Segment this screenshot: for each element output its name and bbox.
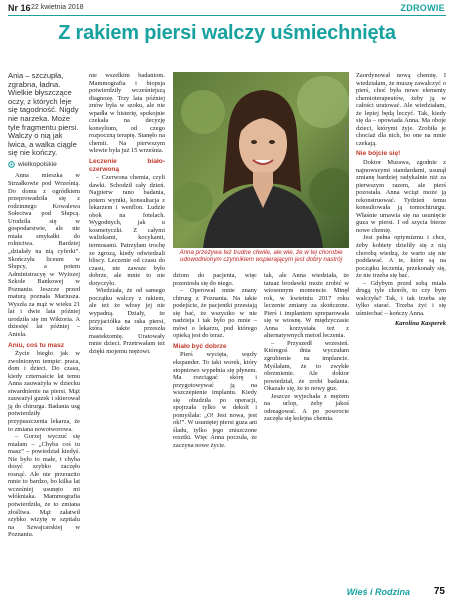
- photo-caption: Anna przeżywa też trudne chwile, ale wie, że w tej chorobie udowodnionym czynnikiem wspierającym jest dobry nastrój: [179, 249, 343, 264]
- photo-credit: Fot. Ikuka Kasperek: [343, 124, 348, 160]
- issue-date: 22 kwietnia 2018: [31, 4, 84, 11]
- paragraph: dziom do pacjenta, więc przeniosła się do niego.: [173, 272, 257, 287]
- paragraph: Pierś wycięta, węzły ekspander. To taki worek, który stopniowo wypełnia się płynem. Ma rozciągać skórę i przygotowywać ją na wszczepienie implantu. Kiedy się obudziła po operacji, spojrzała tylko w dekolt i pomyślała: „O! Jest nowa, jest ok!”. W usuniętej piersi guza ani śladu, tylko jego zniszczone resztki. Więc Anna poczuła, że zaczyna nowe życie.: [173, 351, 257, 450]
- paragraph: Życie biegło jak w zwolnionym tempie: praca, dom i dzieci. Do czasu, kiedy czternaście lat temu Anna zauważyła w dziecku stwardnienie na piersi. Mąż zauważył guzek i skierował ją do chirurga. Badania usg potwierdziły przypuszczenia lekarza, że to zmiana nowotworowa.: [8, 350, 80, 433]
- column-3: [173, 272, 257, 450]
- issue-number: Nr 16: [8, 3, 31, 13]
- column-1: [8, 72, 80, 539]
- region-name: wielkopolskie: [18, 160, 57, 168]
- subheading: Nie bójcie się!: [356, 150, 401, 158]
- column-2: [89, 72, 165, 355]
- page-number: 75: [433, 586, 445, 597]
- portrait-photo: [173, 72, 349, 248]
- paragraph: tak, ale Anna wiedziała, że tatuaż brodawki może zrobić w wiosennym momencie. Minęł rok, w kwietniu 2017 roku leczenie zmiany za skończone. Pierś i implantem spreparowała się w wiosnę. W międzyczasie Anna korzystała też z alternatywnych metod leczenia.: [264, 272, 349, 340]
- paragraph: – Operował mnie znany chirurg z Poznania. Na takie podejście, że pacjentki przestają się bać, że wszystko w nie nadzieja i tak było po mnie – mówi o lekarzu, pod którego opieką jest do teraz.: [173, 287, 257, 340]
- paragraph: – Gdybym przed sobą miała drugą tyle chorób, to czy bym walczyła? Tak, i tak trzeba się tylko starać. Trzeba żyć i się uśmiechać – kończy Anna.: [356, 279, 446, 317]
- subheading: Leczenie biało-czerwoną: [89, 158, 165, 173]
- column-5: [356, 72, 446, 327]
- article-signature: Karolina Kasperek: [394, 319, 446, 327]
- header-rule: [8, 15, 446, 16]
- paragraph: – Czerwona chemia, czyli dawki. Schodził cały dzień. Najpierw rano badania, potem wyniki, konsultacja z lekarzem i wenflon. Ludzie obok na fotelach. Wygodnych, jak u kosmetyczki. Z całymi walizkami, kocykami, termosami. Patrzyłam trochę ze zgrozą, kiedy odwiedzali bliscy. Leczenie od czasu do czasu, nie zawsze było dobrze, ale mnie to nie dotyczyło.: [89, 174, 165, 287]
- paragraph: Anna mieszka w Strzałkowie pod Wrześnią. Do domu z ogródkiem przeprowadziła się z rodzinnego Kowalewa Sołectwa pod Słupcą. Urodziła się w gospodarstwie, ale nie miała smykałki do rolnictwa. Bardziej „działały na nią cyferki”. Skończyła liceum w Słupcy, a potem Administracyę w Wyższej Szkole Bankowej w Poznaniu. Jeszcze przed maturą poznała Mariusza. Wyszła za mąż w wieku 21 lat i dwie lata później urodziła się im Wiktoria. A dziesięć lat później – Aniela.: [8, 172, 80, 338]
- section-label: ZDROWIE: [400, 3, 445, 13]
- article-lead: Ania – szczupła, zgrabna, ładna. Wielkie błyszczące oczy, z których leje się tagodność. Nigdy nie narzeka. Może tyle fragmentu piersi. Walczy o nią jak lwica, a walka ciągle się nie kończy.: [8, 71, 79, 158]
- region-tag: [8, 161, 80, 169]
- paragraph: Wiedziała, że od samego początku walczy z rakiem, ale też że włosy jej nie wypadną. Działy, że przyjaciółka na raka piersi, która także przeszła mastektomię. Uratowały mnie dzieci. Przetrwałam też dzięki mojemu mężowi.: [89, 287, 165, 355]
- paragraph: Doktor Murawa, zgodnie z najnowszymi standardami, usunął zmianę bardziej radykalnie niż za pierwszym razem, ale pierś pozostała. Anna wciąż może ją rekonstruować. Tydzień temu konsultowała ją tomochirurgu. Właśnie umawia się na usunięcie guza w piersi. I od szycia bierze nowe chemię.: [356, 159, 446, 234]
- paragraph: Jest pełna optymizmu i chce, żeby kobiety dzieliły się z nią chorobą wiedzą, że warto się nie poddawać. A te, które są na początku leczenia, przekonały się, że nie trzeba się bać.: [356, 234, 446, 280]
- paragraph: – Gorzej wyczuć się miałam – „Chyba coś tu masz” – powiedział kiedyś. Nie było to małe, i chyba dosyć szybko zaczęło rosnąć. Ale nie przerazito mnie to bardzo, bo kilka lat wcześniej usunęto mi włókniaka. Mammografia potwierdziła, że to zmiana złośliwa. Mąż załatwił szybko wizytę w szpitalu na Szwajcarskiej w Poznaniu.: [8, 433, 80, 539]
- subheading: Aniu, coś tu masz: [8, 341, 65, 349]
- paragraph: Zaordynował nową chemię. I wiedziałam, że muszę zawalczyć o pierś, choć była nowe elementy chemioterapeutów, żeby ją w całości uratować. Ale wiedziałam, że lepiej będą leczyć. Tak, kiedy się da – opowiada Anna. Ma oboje dzieci, którymi żyje. Zrobiła je chociaż dla nich, bo one na mnie czekają.: [356, 72, 446, 147]
- subheading: Miało być dobrze: [173, 342, 227, 350]
- paragraph: Jeszcze wyjechała z mężem na urlop, żeby jakoś odreagować. A po powrocie zaczęła się kolejna chemia.: [264, 392, 349, 423]
- article-title: Z rakiem piersi walczy uśmiechnięta: [58, 22, 396, 44]
- map-pin-icon: [8, 161, 15, 168]
- magazine-brand: Wieś i Rodzina: [346, 587, 410, 597]
- column-4: [264, 272, 349, 423]
- paragraph: – Przyszedł wrzesień. Któregoś dnia wyczułam zgrubienie na implancie. Myślałam, że to zwykłe obrzmienie. Ale doktor powiedział, że zrobi badania. Okazało się, że to nowy guz.: [264, 339, 349, 393]
- paragraph: nie wszelkim badaniom. Mammografia i biopsja potwierdziły wcześniejszą diagnozę. Trzy lata później znów była w szoku, ale nie wpadła w histerię, spokojnie czekała na decyzję konsylium, od czego rozpoczną terapię. Stanęło na chemii. Na pierwszym wlewie była już 15 września.: [89, 72, 165, 155]
